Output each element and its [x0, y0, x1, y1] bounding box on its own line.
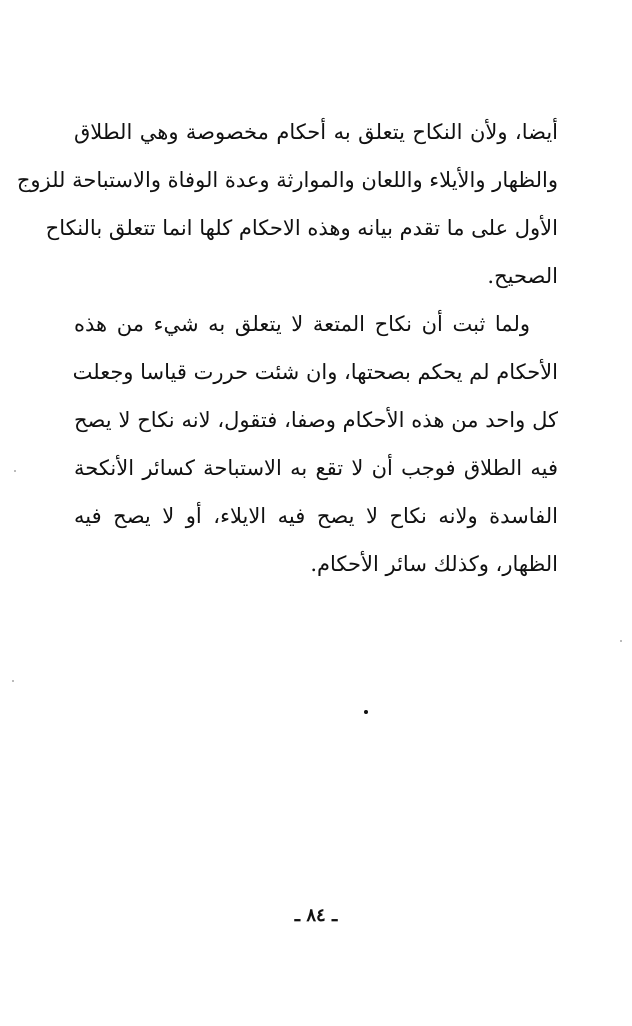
- text-line: فيه الطلاق فوجب أن لا تقع به الاستباحة كسائر الأنكحة: [74, 456, 558, 480]
- scan-speck: [14, 470, 16, 472]
- scan-speck: [12, 680, 14, 682]
- paragraph-2: [74, 300, 558, 588]
- text-line: الفاسدة ولانه نكاح لا يصح فيه الايلاء، أو لا يصح فيه: [74, 504, 558, 528]
- page-number: ـ ٨٤ ـ: [294, 905, 338, 926]
- text-line: الأحكام لم يحكم بصحتها، وان شئت حررت قياسا وجعلت: [72, 360, 558, 384]
- paragraph-1: [16, 108, 558, 300]
- text-line: الصحيح.: [487, 264, 558, 288]
- scan-speck: [620, 640, 622, 642]
- text-line: الأول على ما تقدم بيانه وهذه الاحكام كلها انما تتعلق بالنكاح: [45, 216, 558, 240]
- text-line: الظهار، وكذلك سائر الأحكام.: [310, 552, 558, 576]
- text-line: كل واحد من هذه الأحكام وصفا، فتقول، لانه نكاح لا يصح: [74, 408, 558, 432]
- text-line: أيضا، ولأن النكاح يتعلق به أحكام مخصوصة وهي الطلاق: [74, 120, 558, 144]
- text-line: والظهار والأيلاء واللعان والموارثة وعدة الوفاة والاستباحة للزوج: [16, 168, 558, 192]
- text-line: ولما ثبت أن نكاح المتعة لا يتعلق به شيء من هذه: [74, 312, 530, 336]
- body-text: [16, 108, 558, 588]
- ink-dot: [364, 710, 368, 714]
